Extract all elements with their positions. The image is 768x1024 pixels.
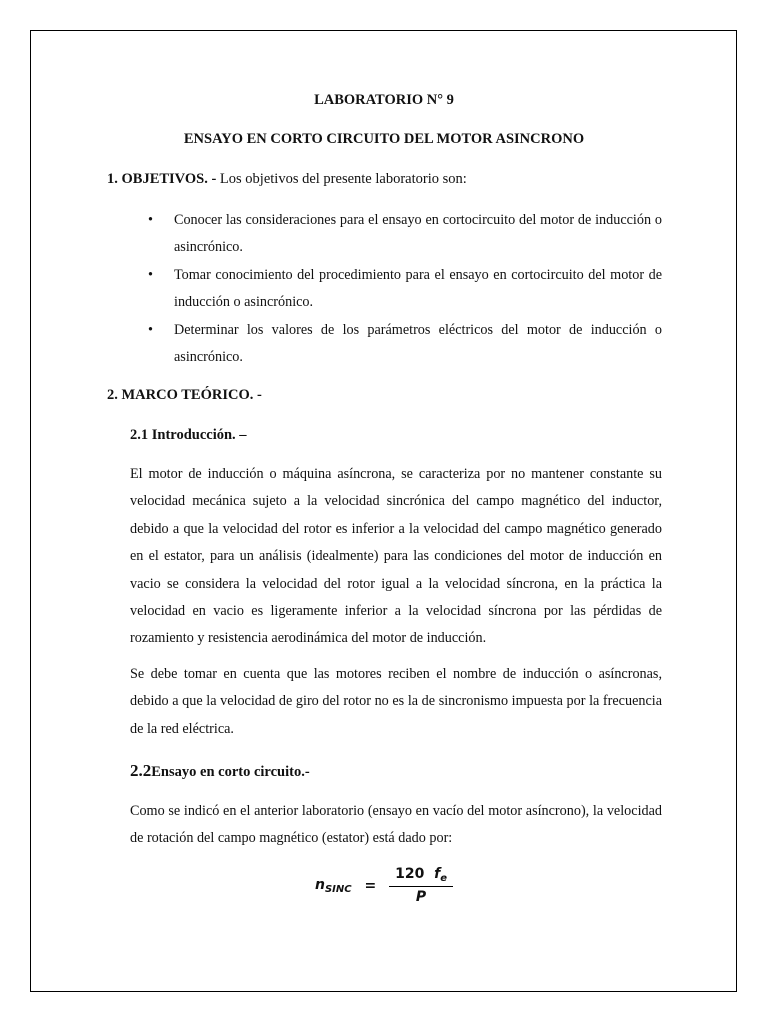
formula-equals: =: [364, 877, 377, 894]
section1-heading-line: [107, 171, 467, 188]
subsection-2-2-title: Ensayo en corto circuito.-: [151, 764, 310, 780]
bullet-icon: •: [148, 212, 153, 228]
rotation-paragraph: Como se indicó en el anterior laboratorio (ensayo en vacío del motor asíncrono), la velocidad de rotación del campo magnético (estator) está dado por:: [130, 803, 662, 847]
formula-fraction: [389, 866, 453, 905]
formula-numerator: [389, 866, 453, 887]
subsection-2-2-number: 2.2: [130, 761, 152, 780]
synchronous-speed-formula: [0, 866, 768, 905]
formula-frequency-var: f: [434, 866, 441, 882]
formula-lhs-subscript: SINC: [324, 883, 352, 895]
list-item: [148, 207, 662, 262]
formula-lhs: [315, 877, 352, 893]
list-item: [148, 262, 662, 317]
induction-paragraph: Se debe tomar en cuenta que las motores reciben el nombre de inducción o asíncronas, debido a que la velocidad de giro del rotor no es la de sincronismo impuesta por la frecuencia de la red eléctrica.: [130, 666, 662, 737]
lab-title: LABORATORIO N° 9: [314, 92, 454, 108]
formula-coefficient: 120: [395, 866, 425, 882]
objective-text: Tomar conocimiento del procedimiento para el ensayo en cortocircuito del motor de inducción o asincrónico.: [174, 266, 662, 311]
section1-heading: 1. OBJETIVOS. -: [107, 171, 217, 187]
subsection-2-2-heading: [130, 761, 310, 781]
objective-text: Conocer las consideraciones para el ensayo en cortocircuito del motor de inducción o asincrónico.: [174, 212, 662, 256]
bullet-icon: •: [148, 321, 153, 338]
document-title: ENSAYO EN CORTO CIRCUITO DEL MOTOR ASINCRONO: [183, 131, 585, 147]
objectives-list: [148, 207, 662, 371]
formula-frequency-subscript: e: [440, 873, 447, 884]
bullet-icon: •: [148, 266, 153, 283]
objective-text: Determinar los valores de los parámetros eléctricos del motor de inducción o asincrónico.: [174, 321, 662, 366]
section1-intro: Los objetivos del presente laboratorio son:: [219, 171, 467, 187]
formula-denominator: P: [415, 889, 427, 905]
list-item: [148, 317, 662, 372]
section2-heading: 2. MARCO TEÓRICO. -: [107, 387, 262, 403]
section2-heading-line: [107, 387, 262, 404]
subsection-2-1-heading: 2.1 Introducción. –: [130, 427, 247, 443]
formula-lhs-base: n: [315, 876, 325, 893]
intro-paragraph: El motor de inducción o máquina asíncrona, se caracteriza por no mantener constante su velocidad mecánica sujeto a la velocidad sincrónica del campo magnético del inductor, debido a que la velocidad del rotor es inferior a la velocidad del campo magnético generado en el estator, para un análisis (idealmente) para las condiciones del motor de inducción en vacio se considera la velocidad del rotor igual a la velocidad síncrona, en la práctica la velocidad en vacio es ligeramente inferior a la velocidad síncrona por las pérdidas de rozamiento y resistencia aerodinámica del motor de inducción.: [130, 466, 662, 647]
